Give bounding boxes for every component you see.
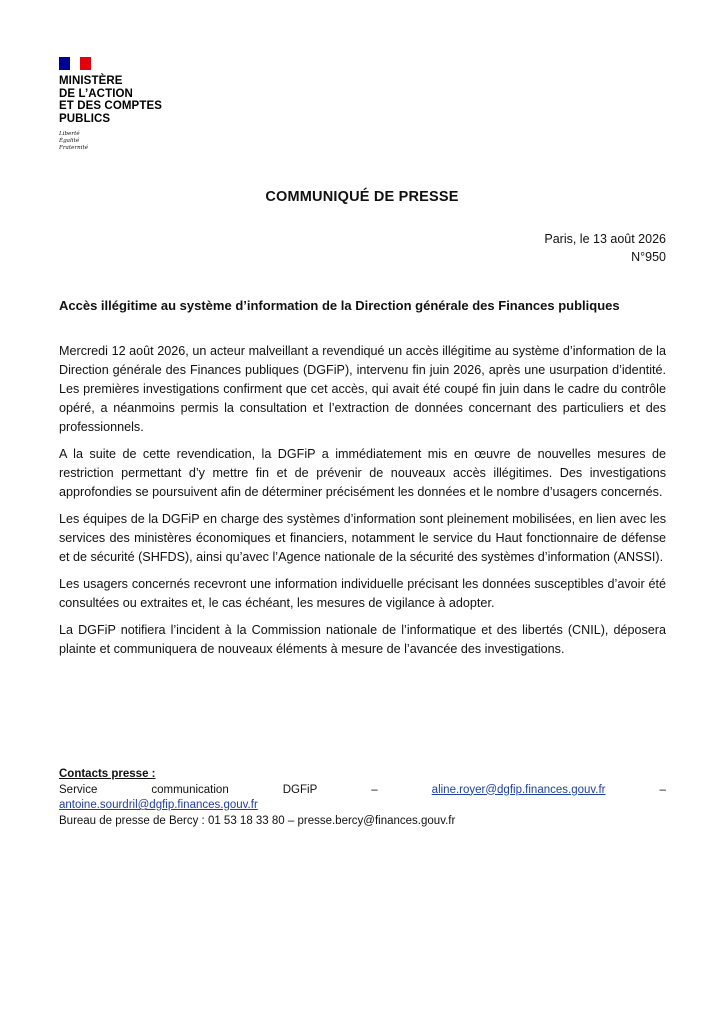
date-block (544, 230, 666, 266)
press-release-body (59, 342, 666, 667)
ministry-line: MINISTÈRE (59, 75, 123, 87)
paragraph: La DGFiP notifiera l’incident à la Commission nationale de l’informatique et des libertés (CNIL), déposera plainte et communiquera de nouveaux éléments à mesure de l’avancée des investigations. (59, 623, 666, 656)
email-link-antoine-sourdril[interactable]: antoine.sourdril@dgfip.finances.gouv.fr (59, 799, 258, 811)
french-flag-icon (59, 57, 91, 70)
bercy-press-office: Bureau de presse de Bercy : 01 53 18 33 80 – presse.bercy@finances.gouv.fr (59, 814, 456, 827)
republic-motto (59, 131, 162, 152)
paragraph: Mercredi 12 août 2026, un acteur malveillant a revendiqué un accès illégitime au système d’information de la Direction générale des Finances publiques (DGFiP), intervenu fin juin 2026, après une usurpation d’identité. Les premières investigations confirment que cet accès, qui avait été coupé fin juin dans le cadre du contrôle opéré, a néanmoins permis la consultation et l’extraction de données concernant des particuliers et des professionnels. (59, 344, 666, 434)
separator-dash: – (371, 783, 378, 796)
separator-dash: – (659, 783, 666, 796)
document-title: COMMUNIQUÉ DE PRESSE (265, 189, 459, 205)
motto-line: Liberté (59, 131, 80, 137)
service-contact-line (59, 783, 666, 799)
headline: Accès illégitime au système d’information de la Direction générale des Finances publiques (59, 298, 620, 313)
paragraph: Les équipes de la DGFiP en charge des systèmes d’information sont pleinement mobilisées, en lien avec les services des ministères économiques et financiers, notamment le service du Haut fonctionnaire de défense et de sécurité (SHFDS), ainsi qu’avec l’Agence nationale de la sécurité des systèmes d’information (ANSSI). (59, 512, 666, 564)
contacts-title: Contacts presse : (59, 768, 156, 780)
paragraph: A la suite de cette revendication, la DGFiP a immédiatement mis en œuvre de nouvelles mesures de restriction permettant d’y mettre fin et de prévenir de nouveaux accès illégitimes. Des investigations approfondies se poursuivent afin de déterminer précisément les données et le nombre d’usagers concernés. (59, 447, 666, 499)
motto-line: Égalité (59, 138, 80, 144)
motto-line: Fraternité (59, 145, 89, 151)
service-label: Service (59, 783, 98, 796)
press-contacts (59, 767, 666, 829)
service-org: DGFiP (282, 783, 318, 796)
date-line: Paris, le 13 août 2026 (544, 232, 666, 246)
ministry-line: ET DES COMPTES (59, 100, 162, 112)
service-word: communication (151, 783, 229, 796)
ministry-logo (59, 57, 162, 152)
paragraph: Les usagers concernés recevront une information individuelle précisant les données susceptibles d’avoir été consultées ou extraites et, le cas échéant, les mesures de vigilance à adopter. (59, 577, 666, 610)
ministry-name (59, 75, 162, 125)
ministry-line: DE L’ACTION (59, 87, 133, 100)
ministry-line: PUBLICS (59, 112, 111, 125)
second-email-line (59, 798, 666, 814)
email-link-aline-royer[interactable]: aline.royer@dgfip.finances.gouv.fr (431, 783, 606, 796)
release-number: N°950 (631, 250, 666, 264)
